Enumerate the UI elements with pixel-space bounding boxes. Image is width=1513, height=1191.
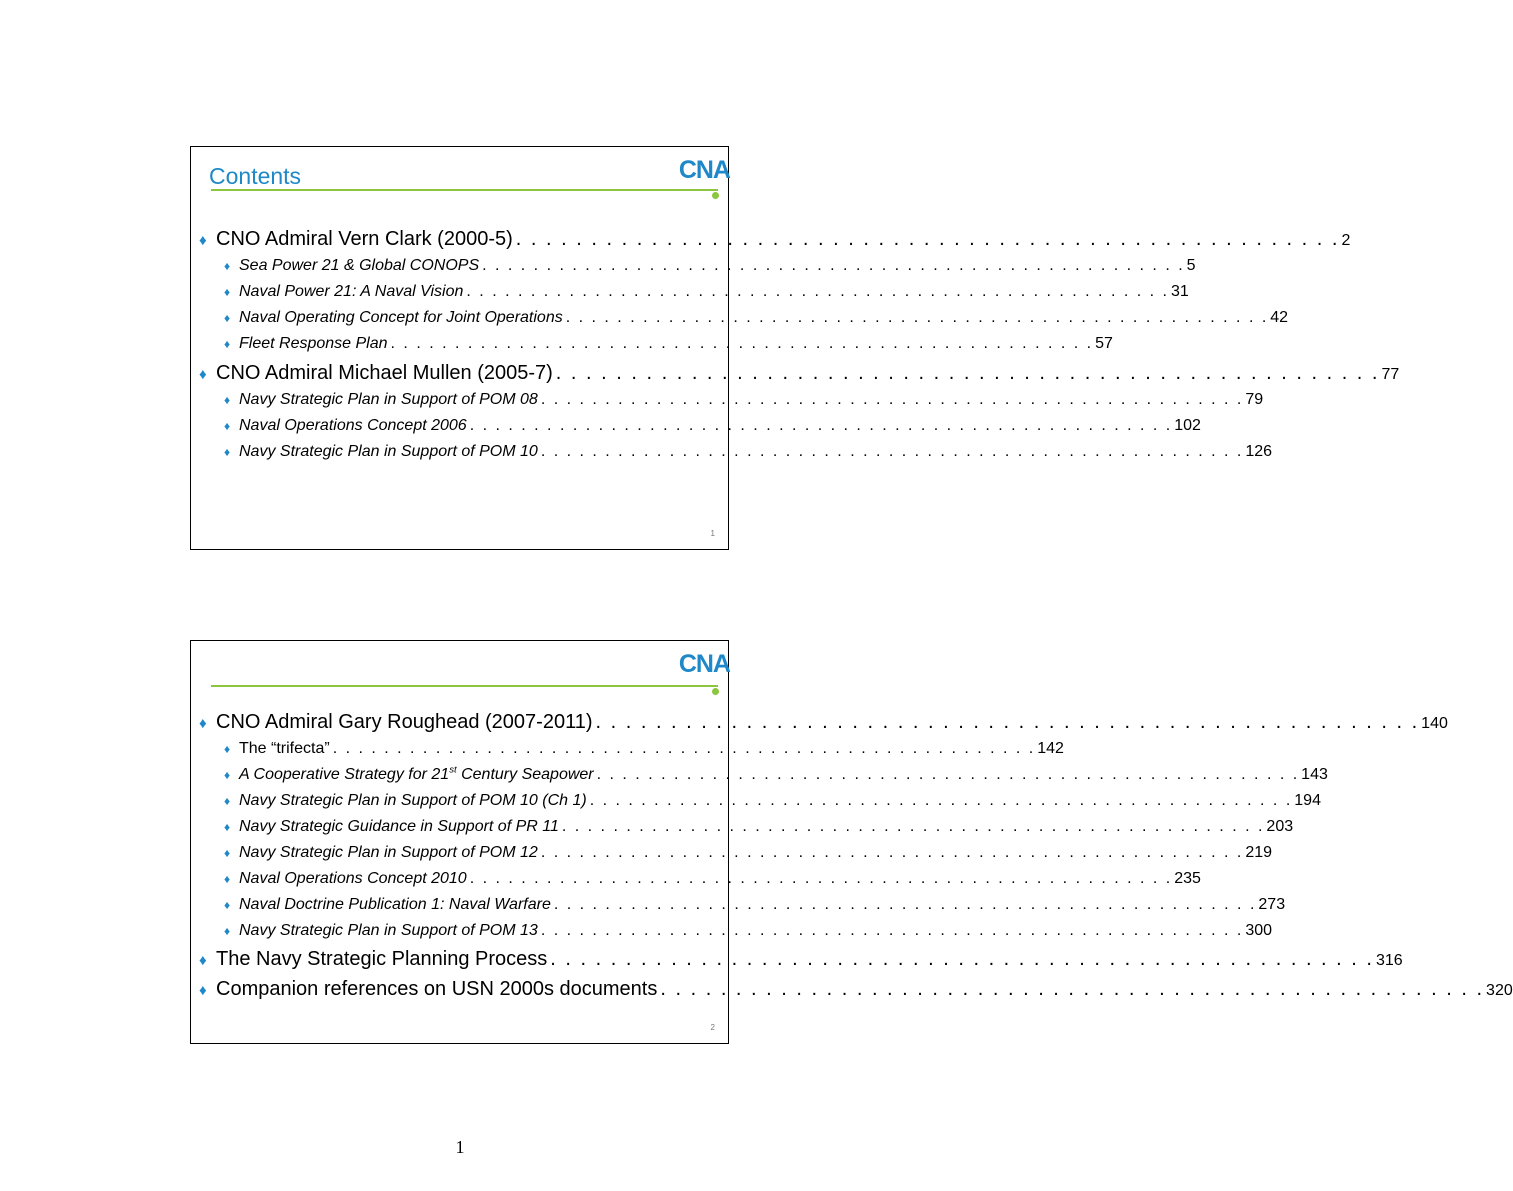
toc-entry-title: A Cooperative Strategy for 21st Century Seapower	[239, 764, 594, 783]
diamond-bullet-icon: ♦	[199, 232, 207, 249]
toc-page-number: 194	[1294, 792, 1321, 809]
cna-logo: CNA	[678, 650, 730, 678]
toc-entry-title: Naval Doctrine Publication 1: Naval Warfare	[239, 896, 551, 913]
toc-subitem-row	[199, 896, 1286, 914]
diamond-bullet-icon: ♦	[199, 366, 207, 383]
dot-leader: . . . . . . . . . . . . . . . . . . . . . . . . . . . . . . . . . . . . . . . . . . . . . . . . . . . . . . .	[332, 740, 1036, 757]
toc-subitem-row	[199, 391, 1264, 409]
toc-entry-title: Naval Operating Concept for Joint Operations	[239, 309, 563, 326]
toc-entry-title: Navy Strategic Plan in Support of POM 08	[239, 391, 538, 408]
toc-section-row	[199, 362, 1400, 385]
toc-entry-title: Navy Strategic Plan in Support of POM 12	[239, 844, 538, 861]
toc-page-number: 102	[1174, 417, 1201, 434]
toc-entry-title: CNO Admiral Gary Roughead (2007-2011)	[216, 711, 593, 733]
toc-entry-title: Navy Strategic Plan in Support of POM 10 (Ch 1)	[239, 792, 587, 809]
dot-leader: . . . . . . . . . . . . . . . . . . . . . . . . . . . . . . . . . . . . . . . . . . . . . . . . . . . . . . .	[565, 309, 1269, 326]
dot-leader: . . . . . . . . . . . . . . . . . . . . . . . . . . . . . . . . . . . . . . . . . . . . . . . . . . . . . . .	[553, 896, 1257, 913]
toc-entry-title: CNO Admiral Vern Clark (2000-5)	[216, 228, 513, 250]
diamond-bullet-icon: ♦	[199, 952, 207, 969]
diamond-bullet-icon: ♦	[224, 259, 231, 273]
toc-page-number: 5	[1186, 257, 1196, 274]
toc-subitem-row	[199, 818, 1294, 836]
diamond-bullet-icon: ♦	[224, 846, 231, 860]
toc-entry-title: The “trifecta”	[239, 740, 330, 757]
toc-page-number: 77	[1381, 366, 1400, 383]
dot-leader: . . . . . . . . . . . . . . . . . . . . . . . . . . . . . . . . . . . . . . . . . . . . . . . . . . . . . . .	[540, 922, 1244, 939]
diamond-bullet-icon: ♦	[224, 924, 231, 938]
dot-leader: . . . . . . . . . . . . . . . . . . . . . . . . . . . . . . . . . . . . . . . . . . . . . . . . . . . . . . .	[469, 870, 1173, 887]
toc-entry-title: Naval Operations Concept 2010	[239, 870, 467, 887]
toc-entry-title: Fleet Response Plan	[239, 335, 388, 352]
diamond-bullet-icon: ♦	[199, 982, 207, 999]
diamond-bullet-icon: ♦	[224, 445, 231, 459]
diamond-bullet-icon: ♦	[224, 311, 231, 325]
slide-page-number: 2	[710, 1023, 715, 1032]
dot-leader: . . . . . . . . . . . . . . . . . . . . . . . . . . . . . . . . . . . . . . . . . . . . . . . . . . . . . . .	[515, 228, 1340, 250]
toc-entry-title: Navy Strategic Guidance in Support of PR 11	[239, 818, 559, 835]
diamond-bullet-icon: ♦	[224, 898, 231, 912]
toc-entry-title: The Navy Strategic Planning Process	[216, 948, 548, 970]
toc-page-number: 320	[1486, 982, 1513, 999]
toc-subitem-row	[199, 283, 1189, 301]
toc-page-number: 2	[1341, 232, 1351, 249]
diamond-bullet-icon: ♦	[224, 742, 231, 756]
toc-page-number: 316	[1375, 952, 1403, 969]
toc-page-number: 203	[1266, 818, 1294, 835]
toc-page-number: 235	[1174, 870, 1201, 887]
toc-subitem-row	[199, 309, 1289, 327]
dot-leader: . . . . . . . . . . . . . . . . . . . . . . . . . . . . . . . . . . . . . . . . . . . . . . . . . . . . . . .	[595, 711, 1420, 733]
toc-entry-title: Naval Operations Concept 2006	[239, 417, 467, 434]
dot-leader: . . . . . . . . . . . . . . . . . . . . . . . . . . . . . . . . . . . . . . . . . . . . . . . . . . . . . . .	[540, 391, 1244, 408]
slide-contents-2	[190, 640, 1513, 1044]
toc-page-number: 31	[1170, 283, 1189, 300]
diamond-bullet-icon: ♦	[224, 794, 231, 808]
toc-page-number: 140	[1421, 715, 1448, 732]
title-rule	[211, 189, 718, 191]
toc-page-number: 79	[1245, 391, 1264, 408]
toc-entry-title: Navy Strategic Plan in Support of POM 10	[239, 443, 538, 460]
toc-subitem-row	[199, 257, 1196, 275]
toc-section-row	[199, 711, 1448, 734]
toc-subitem-row	[199, 922, 1273, 940]
toc-section-row	[199, 978, 1513, 1001]
toc-section-row	[199, 228, 1351, 251]
diamond-bullet-icon: ♦	[224, 419, 231, 433]
document-page-number: 1	[455, 1137, 465, 1157]
slide-title: Contents	[209, 163, 302, 189]
toc-page-number: 57	[1095, 335, 1113, 352]
dot-leader: . . . . . . . . . . . . . . . . . . . . . . . . . . . . . . . . . . . . . . . . . . . . . . . . . . . . . . .	[550, 948, 1374, 970]
diamond-bullet-icon: ♦	[224, 285, 231, 299]
dot-leader: . . . . . . . . . . . . . . . . . . . . . . . . . . . . . . . . . . . . . . . . . . . . . . . . . . . . . . .	[469, 417, 1173, 434]
toc-subitem-row	[199, 335, 1113, 353]
dot-leader: . . . . . . . . . . . . . . . . . . . . . . . . . . . . . . . . . . . . . . . . . . . . . . . . . . . . . . .	[660, 978, 1485, 1000]
toc-page-number: 143	[1301, 766, 1328, 783]
toc-page-number: 219	[1245, 844, 1273, 861]
diamond-bullet-icon: ♦	[224, 872, 231, 886]
dot-leader: . . . . . . . . . . . . . . . . . . . . . . . . . . . . . . . . . . . . . . . . . . . . . . . . . . . . . . .	[466, 283, 1169, 300]
toc-page-number: 126	[1245, 443, 1273, 460]
dot-leader: . . . . . . . . . . . . . . . . . . . . . . . . . . . . . . . . . . . . . . . . . . . . . . . . . . . . . . .	[540, 844, 1244, 861]
toc-subitem-row	[199, 443, 1273, 461]
diamond-bullet-icon: ♦	[224, 820, 231, 834]
dot-leader: . . . . . . . . . . . . . . . . . . . . . . . . . . . . . . . . . . . . . . . . . . . . . . . . . . . . . . .	[390, 335, 1094, 352]
diamond-bullet-icon: ♦	[224, 337, 231, 351]
dot-leader: . . . . . . . . . . . . . . . . . . . . . . . . . . . . . . . . . . . . . . . . . . . . . . . . . . . . . . .	[561, 818, 1265, 835]
diamond-bullet-icon: ♦	[224, 393, 231, 407]
toc-subitem-row	[199, 792, 1321, 810]
cna-logo: CNA	[678, 156, 730, 184]
dot-leader: . . . . . . . . . . . . . . . . . . . . . . . . . . . . . . . . . . . . . . . . . . . . . . . . . . . . . . .	[482, 257, 1185, 274]
toc-subitem-row	[199, 740, 1064, 758]
toc-page-number: 42	[1270, 309, 1289, 326]
toc-subitem-row	[199, 870, 1201, 888]
diamond-bullet-icon: ♦	[199, 715, 207, 732]
toc-subitem-row	[199, 844, 1273, 862]
toc-subitem-row	[199, 764, 1328, 784]
toc-section-row	[199, 948, 1403, 971]
slide-page-number: 1	[710, 529, 715, 538]
toc-entry-title: Navy Strategic Plan in Support of POM 13	[239, 922, 538, 939]
toc-entry-title: Naval Power 21: A Naval Vision	[239, 283, 464, 300]
toc-page-number: 142	[1037, 740, 1064, 757]
dot-leader: . . . . . . . . . . . . . . . . . . . . . . . . . . . . . . . . . . . . . . . . . . . . . . . . . . . . . . .	[589, 792, 1293, 809]
diamond-bullet-icon: ♦	[224, 768, 231, 782]
title-rule	[211, 685, 718, 687]
dot-leader: . . . . . . . . . . . . . . . . . . . . . . . . . . . . . . . . . . . . . . . . . . . . . . . . . . . . . . .	[596, 766, 1300, 783]
dot-leader: . . . . . . . . . . . . . . . . . . . . . . . . . . . . . . . . . . . . . . . . . . . . . . . . . . . . . . .	[555, 362, 1380, 384]
toc-entry-title: CNO Admiral Michael Mullen (2005-7)	[216, 362, 553, 384]
toc-entry-title: Companion references on USN 2000s documents	[216, 978, 658, 1000]
toc-page-number: 273	[1258, 896, 1286, 913]
slide-contents-1	[190, 146, 1400, 550]
toc-subitem-row	[199, 417, 1201, 435]
dot-leader: . . . . . . . . . . . . . . . . . . . . . . . . . . . . . . . . . . . . . . . . . . . . . . . . . . . . . . .	[540, 443, 1244, 460]
toc-entry-title: Sea Power 21 & Global CONOPS	[239, 257, 480, 274]
toc-page-number: 300	[1245, 922, 1273, 939]
